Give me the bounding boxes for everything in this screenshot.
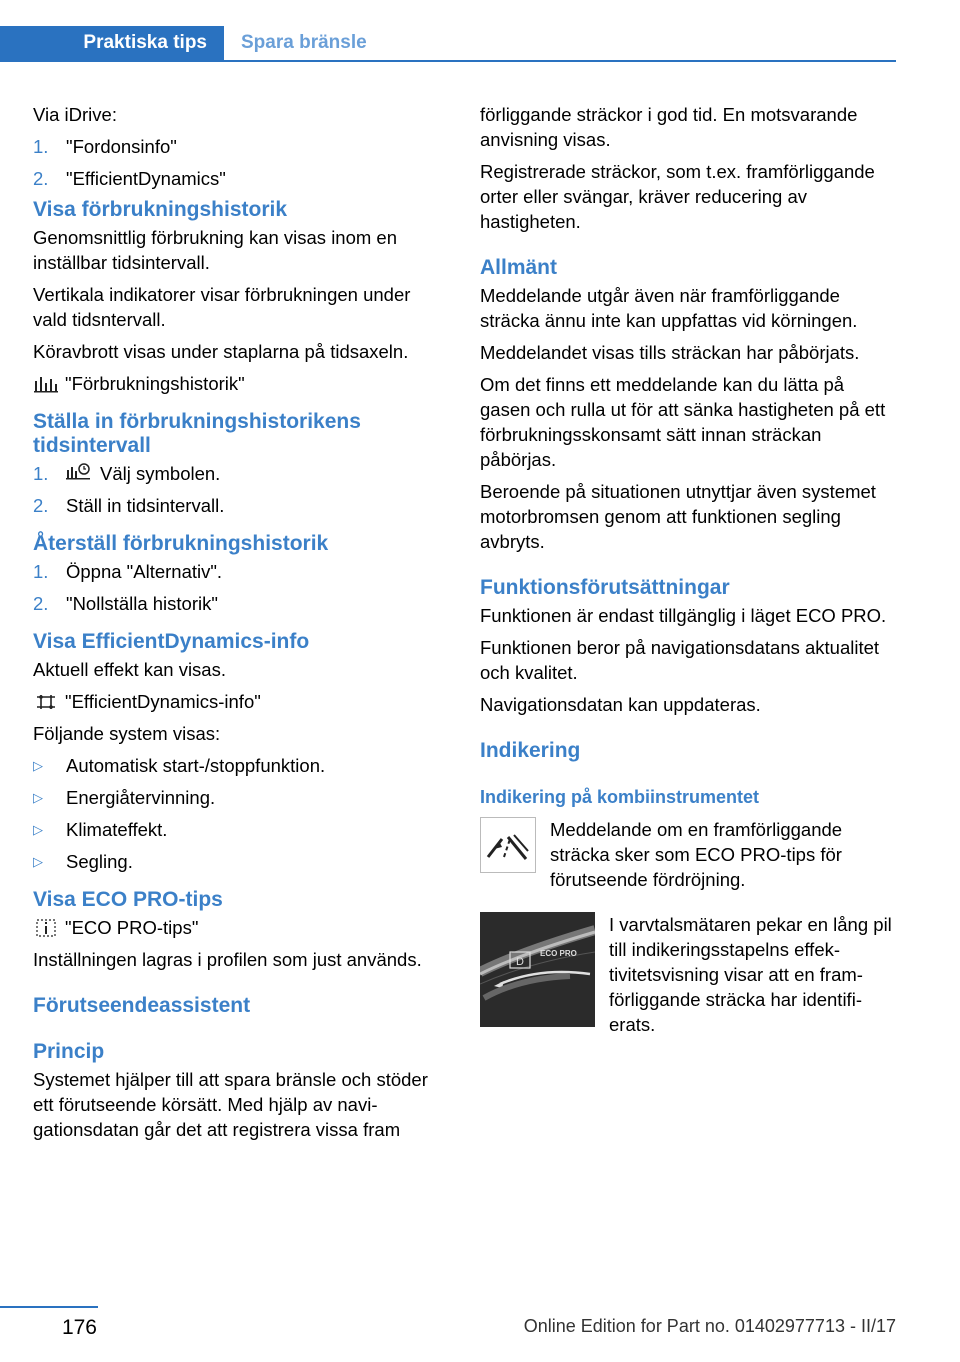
list-item bbox=[33, 753, 445, 778]
paragraph: Systemet hjälper till att spara bränsle och stöder ett förutseende körsätt. Med hjälp av navigationsdatan går det att registrera vissa fram bbox=[33, 1069, 428, 1140]
paragraph: Om det finns ett meddelande kan du lätta på gasen och rulla ut för att sänka hastigheten på ett förbrukningsskonsamt sätt innan sträckan påbörjas. bbox=[480, 374, 886, 470]
item-text: Energiåtervinning. bbox=[66, 787, 216, 808]
step-text: "Fordonsinfo" bbox=[66, 136, 177, 157]
step-text: Välj symbolen. bbox=[100, 463, 221, 484]
heading-eco-tips: Visa ECO PRO-tips bbox=[33, 888, 223, 911]
gauge-description: I varvtalsmätaren pekar en lång pil till indikeringsstapelns effektivitetsvisning visar att en framförliggande sträcka har identifierats. bbox=[609, 914, 892, 1035]
left-column bbox=[33, 102, 445, 1149]
history-icon-label: "Förbrukningshistorik" bbox=[65, 373, 245, 394]
heading-indikering: Indikering bbox=[480, 739, 581, 762]
nav-steps bbox=[33, 134, 445, 191]
step-number: 2. bbox=[33, 495, 49, 516]
page-number: 176 bbox=[61, 1316, 97, 1339]
paragraph: Vertikala indikatorer visar förbrukningen under vald tidsntervall. bbox=[33, 284, 411, 330]
paragraph: Aktuell effekt kan visas. bbox=[33, 659, 226, 680]
list-item bbox=[33, 591, 445, 616]
car-flow-icon bbox=[33, 692, 59, 712]
gauge-eco-label: ECO PRO bbox=[540, 949, 577, 958]
paragraph: Registrerade sträckor, som t.ex. framförliggande orter eller svängar, kräver reducering av hastigheten. bbox=[480, 161, 875, 232]
heading-reset: Återställ förbrukningshistorik bbox=[33, 532, 329, 555]
list-item bbox=[33, 166, 445, 191]
item-text: Segling. bbox=[66, 851, 133, 872]
heading-princip: Princip bbox=[33, 1040, 105, 1063]
step-number: 1. bbox=[33, 463, 49, 484]
footer-rule bbox=[0, 1306, 98, 1308]
gauge-d-label: D bbox=[516, 956, 524, 968]
paragraph: Meddelandet visas tills sträckan har påbörjats. bbox=[480, 342, 860, 363]
triangle-bullet-icon: ▷ bbox=[33, 822, 43, 837]
header-rule bbox=[0, 60, 896, 62]
subheading-kombi: Indikering på kombiinstrumentet bbox=[480, 787, 760, 807]
ed-icon-label: "EfficientDynamics-info" bbox=[65, 691, 261, 712]
triangle-bullet-icon: ▷ bbox=[33, 790, 43, 805]
heading-funktion: Funktionsförutsättningar bbox=[480, 576, 730, 599]
chapter-tab: Praktiska tips bbox=[0, 26, 224, 60]
step-number: 2. bbox=[33, 593, 49, 614]
bar-chart-icon bbox=[33, 374, 59, 394]
heading-history: Visa förbrukningshistorik bbox=[33, 198, 287, 221]
list-item bbox=[33, 785, 445, 810]
eco-menu-line bbox=[33, 915, 445, 940]
kombi-message-block bbox=[480, 817, 896, 892]
edition-note: Online Edition for Part no. 01402977713 - II/17 bbox=[523, 1316, 896, 1336]
step-number: 2. bbox=[33, 168, 49, 189]
section-tab: Spara bränsle bbox=[241, 32, 367, 53]
heading-interval: Ställa in förbrukningshistorikens tidsintervall bbox=[33, 410, 361, 457]
item-text: Automatisk start-/stoppfunktion. bbox=[66, 755, 326, 776]
triangle-bullet-icon: ▷ bbox=[33, 854, 43, 869]
reset-steps bbox=[33, 559, 445, 616]
ed-menu-line bbox=[33, 689, 445, 714]
ed-system-list bbox=[33, 753, 445, 874]
heading-assistant: Förutseendeassistent bbox=[33, 994, 251, 1017]
paragraph: förliggande sträckor i god tid. En motsvarande anvisning visas. bbox=[480, 104, 858, 150]
paragraph: Följande system visas: bbox=[33, 723, 221, 744]
item-text: Klimateffekt. bbox=[66, 819, 168, 840]
paragraph: Navigationsdatan kan uppdateras. bbox=[480, 694, 761, 715]
triangle-bullet-icon: ▷ bbox=[33, 758, 43, 773]
step-text: Ställ in tidsintervall. bbox=[66, 495, 225, 516]
paragraph: Meddelande utgår även när framförliggande sträcka ännu inte kan uppfattas vid körningen. bbox=[480, 285, 858, 331]
paragraph: Inställningen lagras i profilen som just används. bbox=[33, 949, 422, 970]
step-text: "Nollställa historik" bbox=[66, 593, 218, 614]
list-item bbox=[33, 134, 445, 159]
tachometer-image bbox=[480, 912, 595, 1037]
right-column bbox=[480, 102, 896, 1057]
paragraph: Beroende på situationen utnyttjar även systemet motorbromsen genom att funktionen segling avbryts. bbox=[480, 481, 876, 552]
gauge-block bbox=[480, 912, 896, 1037]
info-icon bbox=[33, 918, 59, 938]
list-item bbox=[33, 461, 445, 486]
step-text: Öppna "Alternativ". bbox=[66, 561, 223, 582]
list-item bbox=[33, 817, 445, 842]
running-header bbox=[0, 0, 896, 62]
road-warning-icon bbox=[480, 817, 536, 892]
paragraph: Funktionen beror på navigationsdatans aktualitet och kvalitet. bbox=[480, 637, 880, 683]
paragraph: Köravbrott visas under staplarna på tidsaxeln. bbox=[33, 341, 409, 362]
paragraph: Funktionen är endast tillgänglig i läget ECO PRO. bbox=[480, 605, 887, 626]
heading-ed-info: Visa EfficientDynamics-info bbox=[33, 630, 310, 653]
list-item bbox=[33, 559, 445, 584]
paragraph: Genomsnittlig förbrukning kan visas inom en inställbar tidsintervall. bbox=[33, 227, 398, 273]
list-item bbox=[33, 493, 445, 518]
history-menu-line bbox=[33, 371, 445, 396]
step-text: "EfficientDynamics" bbox=[66, 168, 226, 189]
list-item bbox=[33, 849, 445, 874]
step-number: 1. bbox=[33, 136, 49, 157]
clock-chart-icon bbox=[66, 461, 92, 481]
interval-steps bbox=[33, 461, 445, 518]
step-number: 1. bbox=[33, 561, 49, 582]
via-idrive: Via iDrive: bbox=[33, 104, 117, 125]
kombi-message-text: Meddelande om en framförliggande sträcka sker som ECO PRO-tips för förutseende fördröjning. bbox=[550, 819, 843, 890]
heading-allmant: Allmänt bbox=[480, 256, 558, 279]
eco-icon-label: "ECO PRO-tips" bbox=[65, 917, 199, 938]
